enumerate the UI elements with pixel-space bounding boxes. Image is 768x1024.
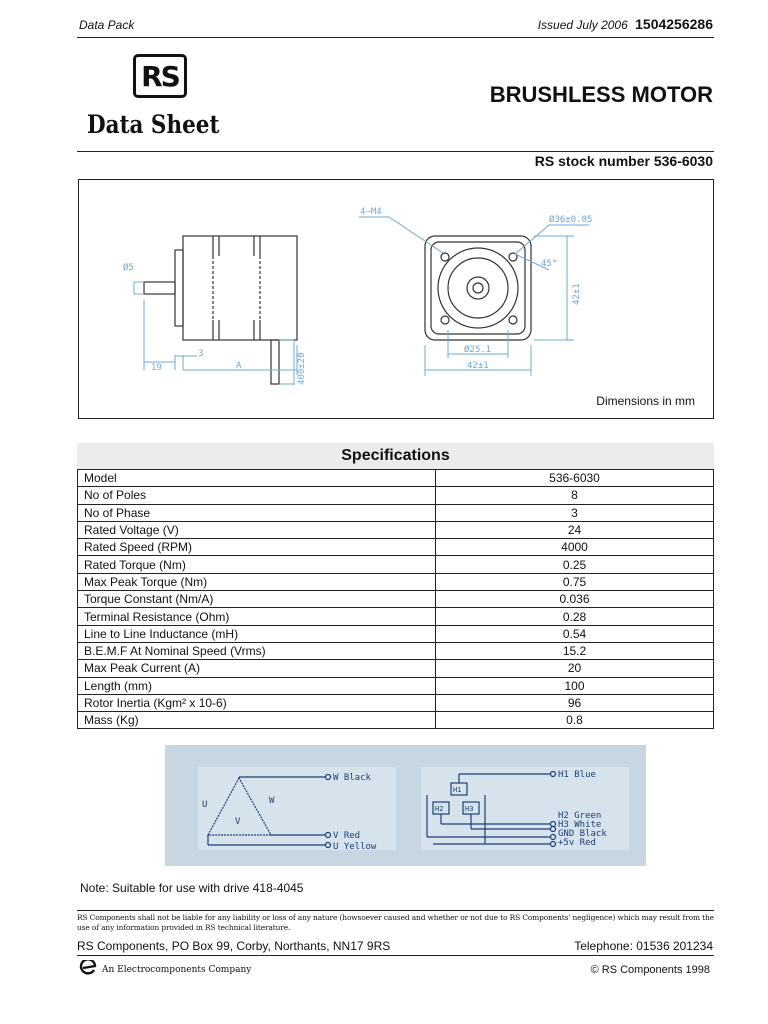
spec-label: Torque Constant (Nm/A) bbox=[78, 591, 436, 608]
spec-value: 0.54 bbox=[436, 625, 714, 642]
front-boss bbox=[175, 250, 183, 326]
spec-value: 24 bbox=[436, 521, 714, 538]
h3-sensor-label: H3 bbox=[465, 805, 474, 813]
stock-text: stock number 536-6030 bbox=[558, 153, 713, 169]
spec-row bbox=[78, 712, 714, 729]
header-rule bbox=[77, 37, 714, 38]
wiring-diagram bbox=[165, 745, 646, 866]
spec-row bbox=[78, 642, 714, 659]
flange-height-label: 42±1 bbox=[572, 283, 582, 305]
body-length-label: A bbox=[236, 361, 242, 371]
spec-label: B.E.M.F At Nominal Speed (Vrms) bbox=[78, 642, 436, 659]
specifications-heading: Specifications bbox=[341, 447, 450, 464]
title-rule bbox=[77, 151, 714, 152]
specifications-table bbox=[77, 469, 714, 729]
spec-label: Rotor Inertia (Kgm² x 10-6) bbox=[78, 694, 436, 711]
dimension-drawing bbox=[78, 179, 714, 419]
h2-green-label: H2 Green bbox=[558, 811, 602, 821]
wiring-svg bbox=[165, 745, 646, 866]
data-pack-label: Data Pack bbox=[79, 18, 135, 32]
company-tagline: An Electrocomponents Company bbox=[102, 965, 252, 975]
stock-prefix: RS bbox=[534, 153, 555, 169]
spec-row bbox=[78, 504, 714, 521]
flange-face bbox=[438, 248, 518, 328]
spec-row bbox=[78, 694, 714, 711]
copyright: © RS Components 1998 bbox=[590, 964, 710, 976]
spec-label: No of Poles bbox=[78, 487, 436, 504]
spec-row bbox=[78, 591, 714, 608]
u-yellow-label: U Yellow bbox=[333, 842, 377, 852]
rs-logo: RS bbox=[133, 54, 187, 98]
spec-value: 536-6030 bbox=[436, 470, 714, 487]
spec-value: 0.25 bbox=[436, 556, 714, 573]
angle-label: 45° bbox=[541, 259, 558, 269]
disclaimer: RS Components shall not be liable for any liability or loss of any nature (howsoever caused and whether or not due to RS Components' negligence) which may result from the use of any information provided in RS technical literature. bbox=[77, 913, 714, 932]
spec-value: 0.036 bbox=[436, 591, 714, 608]
u-phase-label: U bbox=[202, 800, 208, 810]
holes-label: 4–M4 bbox=[360, 207, 382, 217]
spec-label: Rated Voltage (V) bbox=[78, 521, 436, 538]
front-dimension-labels bbox=[360, 207, 592, 371]
stock-number bbox=[535, 153, 713, 169]
w-phase-label: W bbox=[269, 796, 275, 806]
spec-label: Line to Line Inductance (mH) bbox=[78, 625, 436, 642]
spec-row bbox=[78, 487, 714, 504]
v-phase-label: V bbox=[235, 817, 241, 827]
spec-value: 0.75 bbox=[436, 573, 714, 590]
motor-drawing-svg bbox=[79, 180, 715, 420]
issue-info bbox=[538, 16, 713, 32]
spec-label: No of Phase bbox=[78, 504, 436, 521]
spec-label: Rated Speed (RPM) bbox=[78, 539, 436, 556]
address-rule bbox=[77, 955, 714, 956]
h2-sensor-label: H2 bbox=[435, 805, 444, 813]
spec-label: Rated Torque (Nm) bbox=[78, 556, 436, 573]
spec-value: 3 bbox=[436, 504, 714, 521]
motor-body bbox=[183, 236, 297, 340]
spec-row bbox=[78, 521, 714, 538]
shaft-circle bbox=[473, 283, 483, 293]
electrocomponents-logo-icon bbox=[79, 960, 97, 976]
mount-hole-3 bbox=[441, 316, 449, 324]
spec-row bbox=[78, 625, 714, 642]
specifications-band bbox=[77, 443, 714, 469]
spec-value: 20 bbox=[436, 660, 714, 677]
issued-date: Issued July 2006 bbox=[537, 18, 628, 32]
specifications-body bbox=[78, 470, 714, 729]
data-sheet-title: Data Sheet bbox=[87, 110, 220, 139]
shaft-dia-label: Ø5 bbox=[123, 263, 134, 273]
h1-sensor-label: H1 bbox=[453, 786, 462, 794]
dimensions-note: Dimensions in mm bbox=[596, 394, 695, 408]
mount-hole-4 bbox=[509, 316, 517, 324]
plus5v-red-label: +5v Red bbox=[558, 838, 596, 848]
spec-value: 96 bbox=[436, 694, 714, 711]
spec-label: Max Peak Current (A) bbox=[78, 660, 436, 677]
company-address: RS Components, PO Box 99, Corby, Northants, NN17 9RS bbox=[77, 939, 391, 953]
gnd-black-label: GND Black bbox=[558, 829, 607, 839]
lead-wires bbox=[271, 340, 279, 384]
telephone: Telephone: 01536 201234 bbox=[574, 939, 713, 953]
spec-value: 4000 bbox=[436, 539, 714, 556]
product-title: BRUSHLESS MOTOR bbox=[489, 82, 713, 107]
spec-label: Terminal Resistance (Ohm) bbox=[78, 608, 436, 625]
h3-white-label: H3 White bbox=[558, 820, 602, 830]
spec-label: Mass (Kg) bbox=[78, 712, 436, 729]
spec-label: Model bbox=[78, 470, 436, 487]
spec-value: 8 bbox=[436, 487, 714, 504]
w-black-label: W Black bbox=[333, 773, 371, 783]
spec-value: 0.8 bbox=[436, 712, 714, 729]
flange-width-label: 42±1 bbox=[467, 361, 489, 371]
footer-rule bbox=[77, 910, 714, 911]
v-red-label: V Red bbox=[333, 831, 361, 841]
spec-row bbox=[78, 470, 714, 487]
spec-label: Max Peak Torque (Nm) bbox=[78, 573, 436, 590]
spec-row bbox=[78, 556, 714, 573]
boss-circle bbox=[467, 277, 489, 299]
spec-row bbox=[78, 677, 714, 694]
drive-note: Note: Suitable for use with drive 418-4045 bbox=[80, 881, 304, 895]
mount-hole-1 bbox=[441, 253, 449, 261]
spec-value: 15.2 bbox=[436, 642, 714, 659]
spec-value: 0.28 bbox=[436, 608, 714, 625]
boss-dia-label: Ø25.1 bbox=[464, 345, 492, 355]
spec-label: Length (mm) bbox=[78, 677, 436, 694]
spec-row bbox=[78, 539, 714, 556]
spec-value: 100 bbox=[436, 677, 714, 694]
lead-length-label: 400±20 bbox=[297, 352, 307, 385]
document-number: 1504256286 bbox=[635, 16, 713, 32]
shaft-length-label: 19 bbox=[151, 363, 162, 373]
h1-blue-label: H1 Blue bbox=[558, 770, 596, 780]
spec-row bbox=[78, 608, 714, 625]
spec-row bbox=[78, 573, 714, 590]
shaft bbox=[144, 282, 175, 294]
bolt-circle-label: Ø36±0.05 bbox=[549, 215, 593, 225]
spec-row bbox=[78, 660, 714, 677]
boss-length-label: 3 bbox=[198, 349, 204, 359]
